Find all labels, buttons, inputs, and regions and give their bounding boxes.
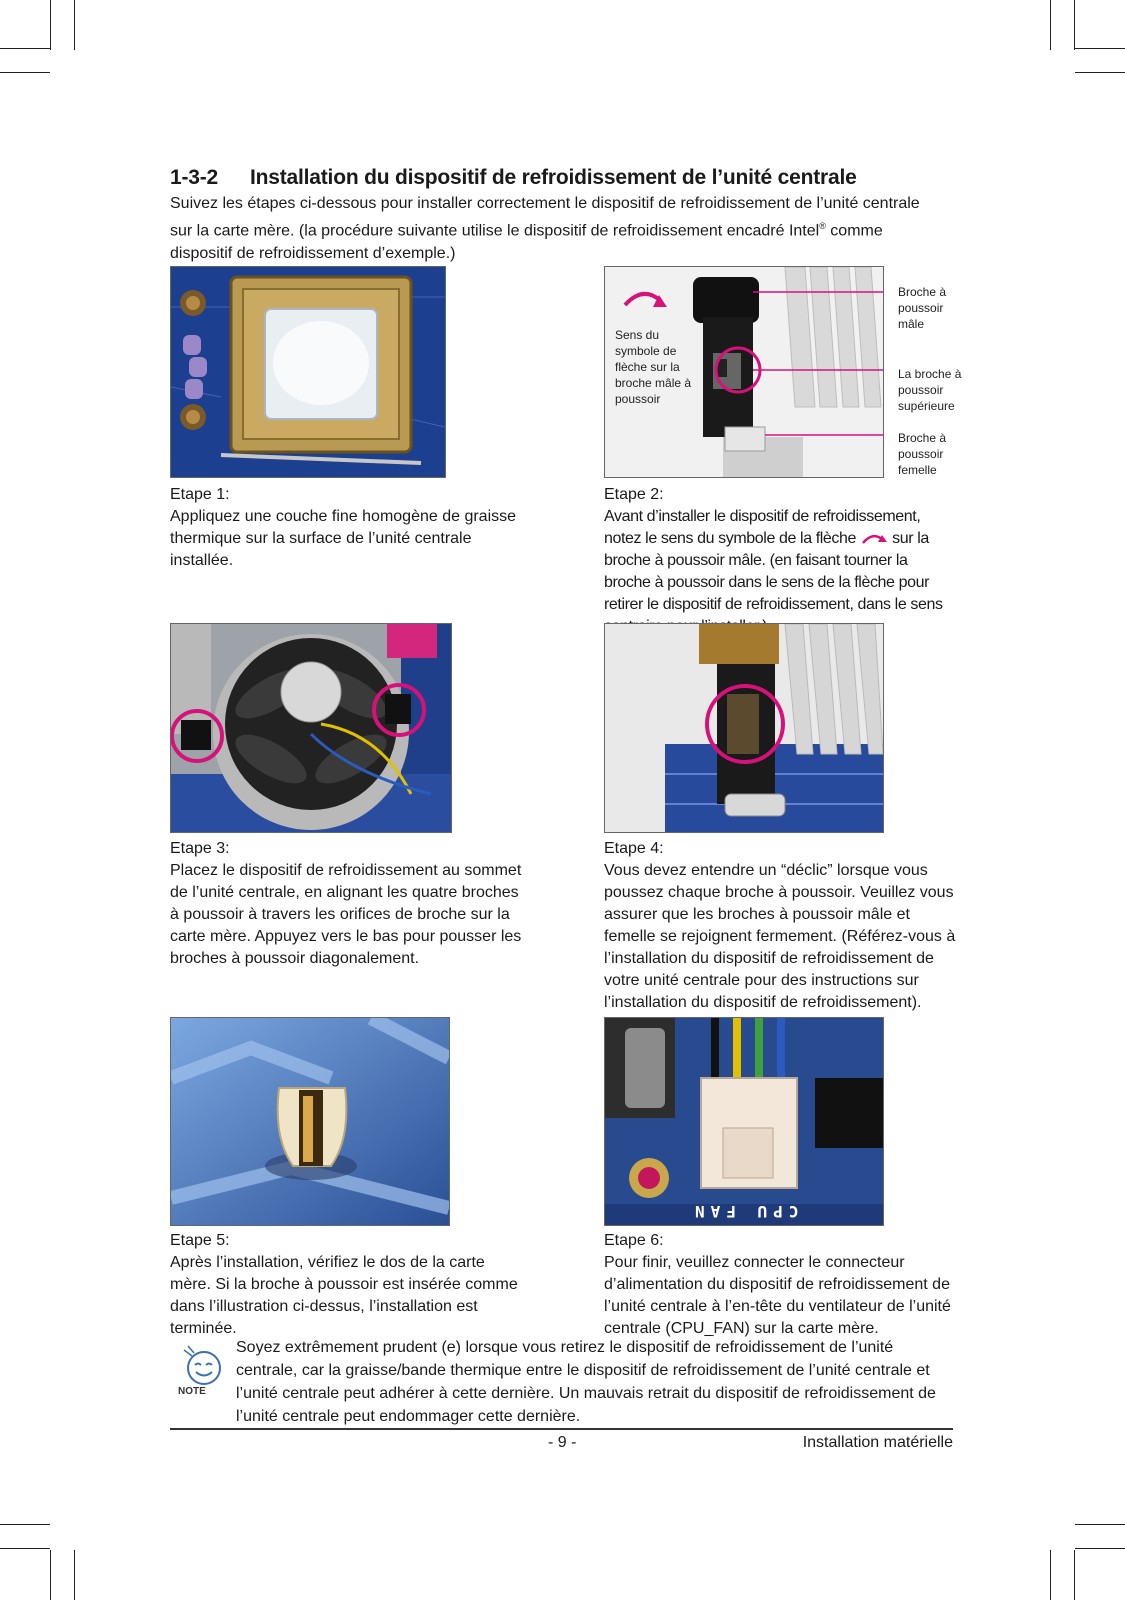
photo-step3-cooler-placement <box>170 623 452 833</box>
step1-label: Etape 1: <box>170 486 230 503</box>
step3-text: Placez le dispositif de refroidissement au sommet de l’unité centrale, en alignant les quatre broches à poussoir à travers les orifices de broche sur la carte mère. Appuyez vers le bas pour pousser les broches à poussoir diagonalement. <box>170 862 522 967</box>
section-title <box>170 166 857 190</box>
photo-step2-push-pin <box>604 266 884 478</box>
step5-label: Etape 5: <box>170 1232 230 1249</box>
crop-mark <box>0 1524 50 1525</box>
cooler-illustration <box>171 624 451 832</box>
note-text: Soyez extrêmement prudent (e) lorsque vous retirez le dispositif de refroidissement de l’unité centrale, car la graisse/bande thermique entre le dispositif de refroidissement de l’unité centrale et l’unité centrale peut adhérer à cette dernière. Un mauvais retrait du dispositif de refroidissement de l’unité centrale peut endommager cette dernière. <box>236 1339 936 1425</box>
step2-label: Etape 2: <box>604 486 664 503</box>
crop-mark <box>74 1550 75 1600</box>
arrow-symbol-icon <box>860 532 888 546</box>
note-badge-label: NOTE <box>178 1386 206 1397</box>
step1-text: Appliquez une couche fine homogène de graisse thermique sur la surface de l’unité centrale installée. <box>170 508 517 569</box>
crop-mark <box>0 48 50 49</box>
crop-mark <box>50 1550 51 1600</box>
crop-mark <box>74 0 75 50</box>
step5-text: Après l’installation, vérifiez le dos de la carte mère. Si la broche à poussoir est insérée comme dans l’illustration ci-dessus, l’installation est terminée. <box>170 1254 518 1337</box>
photo-step6-cpu-fan-header <box>604 1017 884 1226</box>
crop-mark <box>1075 48 1125 49</box>
step3-label: Etape 3: <box>170 840 230 857</box>
step6-label: Etape 6: <box>604 1232 664 1249</box>
crop-mark <box>1050 0 1051 50</box>
callout-top-pin: La broche à poussoir supérieure <box>898 367 962 413</box>
cpu-fan-label: CPU FAN <box>689 1202 799 1221</box>
section-number: 1-3-2 <box>170 166 219 189</box>
crop-mark <box>1075 1524 1125 1525</box>
crop-mark <box>1075 1548 1125 1549</box>
callout-male-pin: Broche à poussoir mâle <box>898 285 947 331</box>
crop-mark <box>0 72 50 73</box>
pin-click-illustration <box>605 624 883 832</box>
board-back-illustration <box>171 1018 449 1225</box>
crop-mark <box>0 1548 50 1549</box>
note-badge <box>178 1344 228 1400</box>
cpu-socket-illustration <box>171 267 445 477</box>
callout-arrow-direction: Sens du symbole de flèche sur la broche mâle à poussoir <box>615 328 692 406</box>
crop-mark <box>1074 1550 1075 1600</box>
step2-text: Avant d’installer le dispositif de refroidissement, notez le sens du symbole de la flèche sur la broche à poussoir mâle. (en faisant tourner la broche à poussoir dans le sens de la flèche pour retirer le dispositif de refroidissement, dans le sens <box>604 508 943 613</box>
page-number: - 9 - <box>548 1434 577 1451</box>
crop-mark <box>50 0 51 50</box>
step4-text: Vous devez entendre un “déclic” lorsque vous poussez chaque broche à poussoir. Veuillez vous assurer que les broches à poussoir mâle et femelle se rejoignent fermement. (Référez-vous à l’installation du dispositif de refroidissement de votre unité centrale pour des instructions sur l’installation du dispositif de refroidissement). <box>604 862 956 1011</box>
cpu-fan-illustration <box>605 1018 883 1225</box>
step6-text: Pour finir, veuillez connecter le connecteur d’alimentation du dispositif de refroidissement de l’unité centrale à l’en-tête du ventilateur de l’unité centrale (CPU_FAN) sur la carte mère. <box>604 1254 951 1337</box>
callout-female-pin: Broche à poussoir femelle <box>898 431 947 477</box>
crop-mark <box>1050 1550 1051 1600</box>
photo-step1-cpu-grease <box>170 266 446 478</box>
crop-mark <box>1075 72 1125 73</box>
intro-paragraph: Suivez les étapes ci-dessous pour installer correctement le dispositif de refroidissement de l’unité centrale sur la carte mère. (la procédure suivante utilise le dispositif de refroidissement encadré Intel® comme dispositif de refroidissement d’exemple.) <box>170 195 920 263</box>
crop-mark <box>1074 0 1075 50</box>
photo-step5-board-back <box>170 1017 450 1226</box>
step4-label: Etape 4: <box>604 840 664 857</box>
footer-divider <box>170 1428 953 1430</box>
photo-step4-pin-click <box>604 623 884 833</box>
section-heading: Installation du dispositif de refroidissement de l’unité centrale <box>250 166 857 189</box>
footer-title: Installation matérielle <box>802 1434 953 1451</box>
